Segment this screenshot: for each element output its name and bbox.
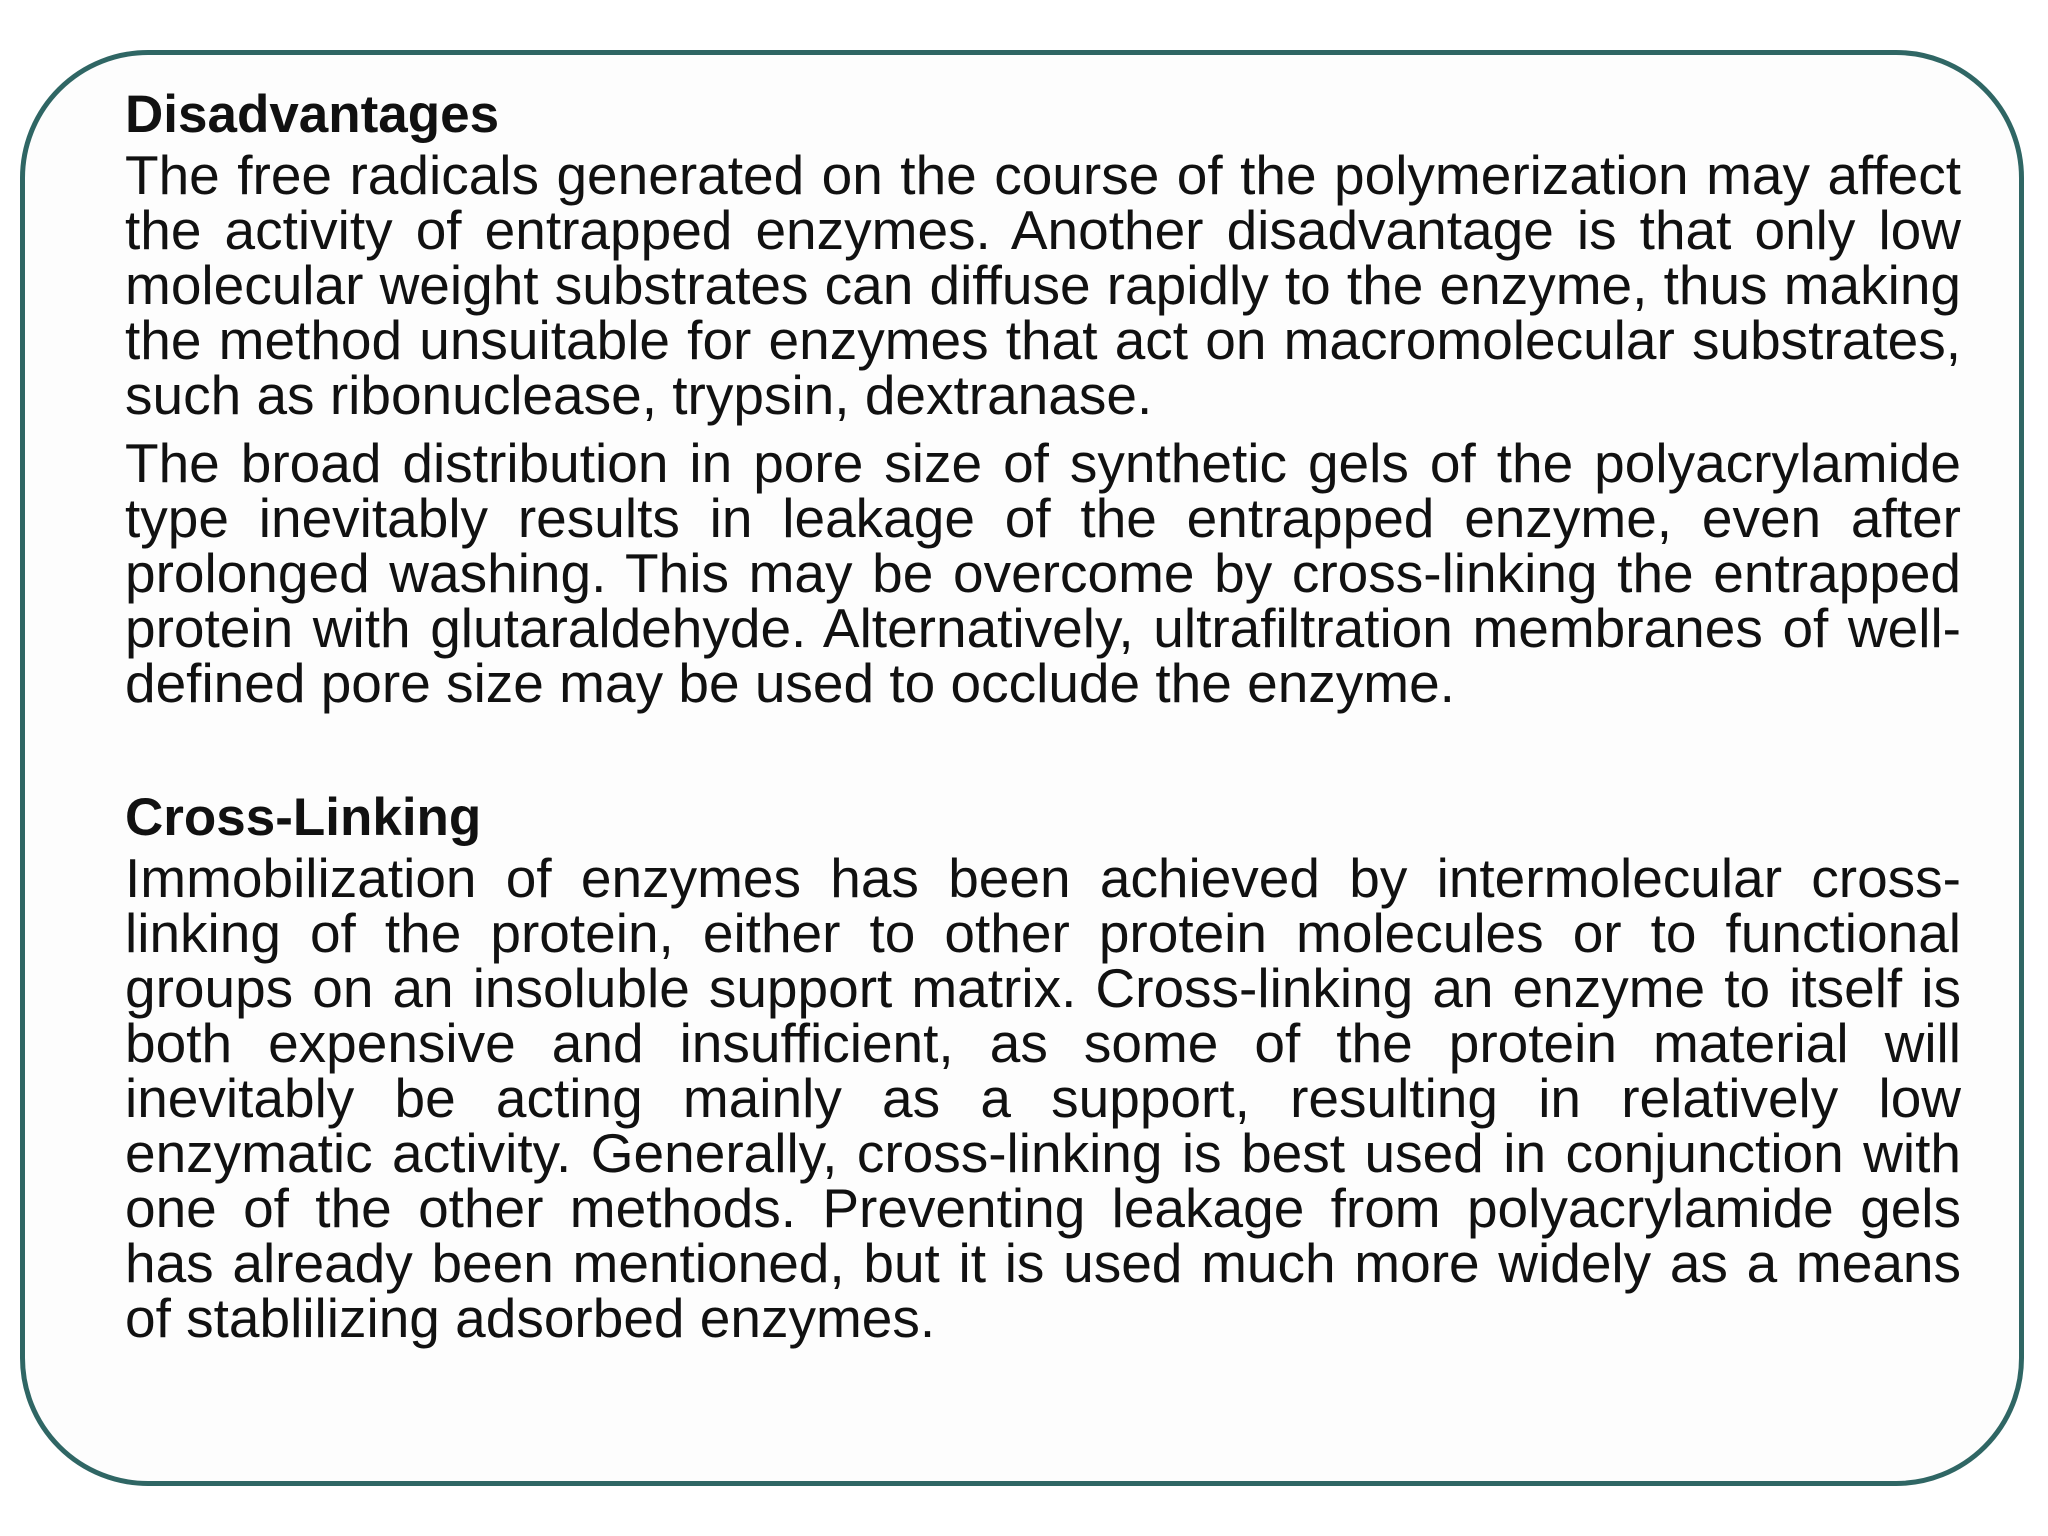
section-spacer [125,711,1961,785]
section-cross-linking [125,785,1961,1349]
section-disadvantages [125,82,1961,714]
paragraph-pore-size: The broad distribution in pore size of synthetic gels of the polyacrylamide type inevitably results in leakage of the entrapped enzyme, even after prolonged washing. This may be overcome by cross-linking the entrapped protein with glutaraldehyde. Alternatively, ultrafiltration membranes of well-defined pore size may be used to occlude the enzyme. [125,432,1961,714]
section-heading-disadvantages: Disadvantages [125,85,500,144]
section-heading-cross-linking: Cross-Linking [125,788,482,847]
paragraph-cross-linking: Immobilization of enzymes has been achieved by intermolecular cross-linking of the protein, either to other protein molecules or to functional groups on an insoluble support matrix. Cross-linking an enzyme to itself is both expensive and insufficient, as some of the protein material will inevitably be acting mainly as a support, resulting in relatively low enzymatic activity. Generally, cross-linking is best used in conjunction with one of the other methods. Preventing leakage from polyacrylamide gels has already been mentioned, but it is used much more widely as a means of stablilizing adsorbed enzymes. [125,847,1961,1349]
paragraph-free-radicals: The free radicals generated on the course of the polymerization may affect the activity of entrapped enzymes. Another disadvantage is that only low molecular weight substrates can diffuse rapidly to the enzyme, thus making the method unsuitable for enzymes that act on macromolecular substrates, such as ribonuclease, trypsin, dextranase. [125,144,1961,426]
slide-content [125,82,1961,1349]
